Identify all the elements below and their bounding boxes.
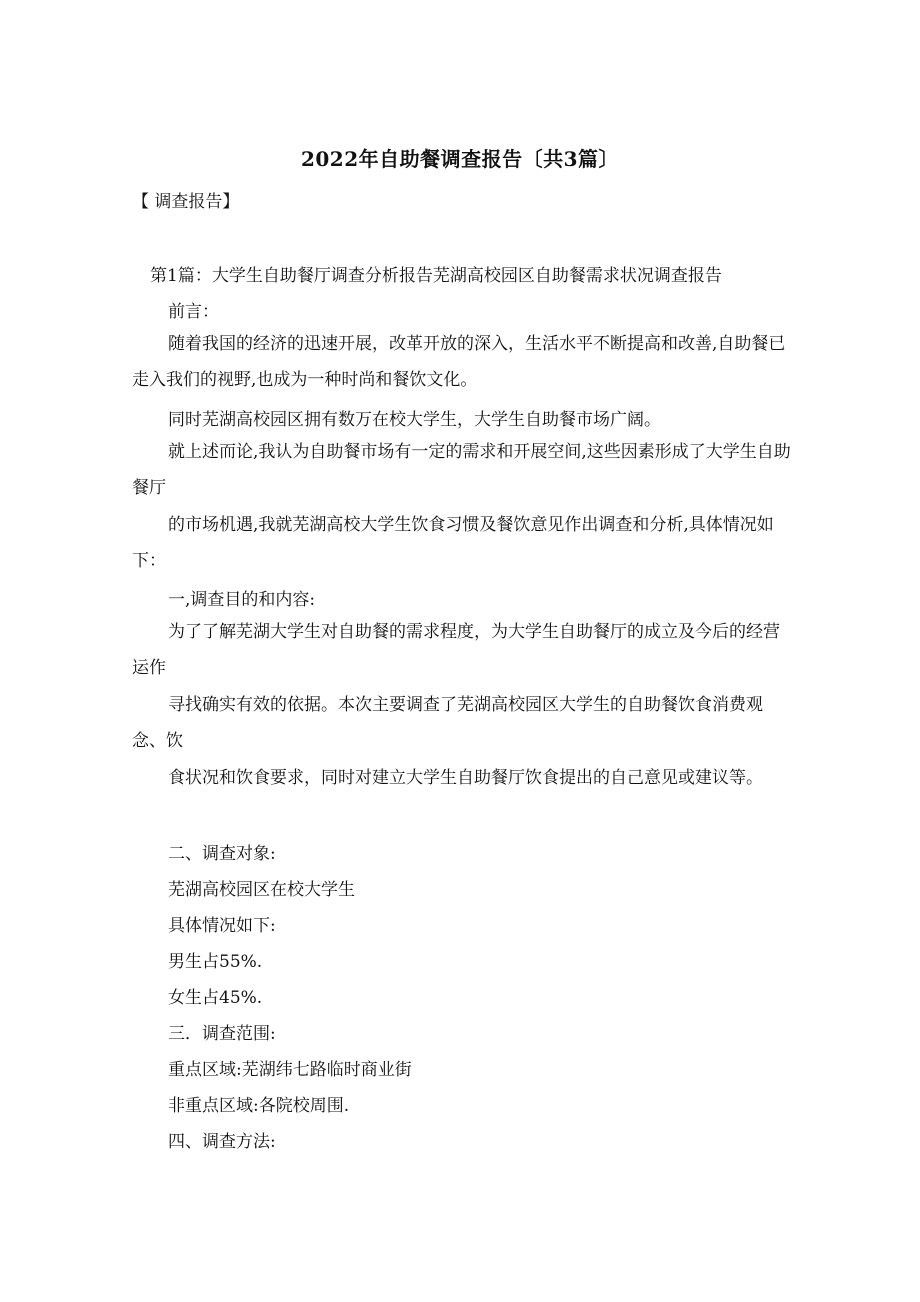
section-heading: 四、调查方法: <box>168 1132 276 1152</box>
paragraph: 女生占45%. <box>168 988 263 1008</box>
paragraph: 同时芜湖高校园区拥有数万在校大学生，大学生自助餐市场广阔。 <box>168 410 661 430</box>
preface-label: 前言： <box>168 302 219 322</box>
paragraph: 男生占55%. <box>168 952 263 972</box>
paragraph: 具体情况如下: <box>168 916 276 936</box>
paragraph: 的市场机遇,我就芜湖高校大学生饮食习惯及餐饮意见作出调查和分析,具体情况如下： <box>132 515 774 571</box>
paragraph: 为了了解芜湖大学生对自助餐的需求程度，为大学生自助餐厅的成立及今后的经营运作 <box>132 622 780 678</box>
document-title: 2022年自助餐调查报告〔共3篇〕 <box>300 147 620 171</box>
paragraph: 芜湖高校园区在校大学生 <box>168 880 355 900</box>
category-tag: 【 调查报告】 <box>132 192 240 212</box>
paragraph: 食状况和饮食要求，同时对建立大学生自助餐厅饮食提出的自己意见或建议等。 <box>168 768 763 788</box>
paragraph: 寻找确实有效的依据。本次主要调查了芜湖高校园区大学生的自助餐饮食消费观念、饮 <box>132 695 763 751</box>
paragraph: 重点区域:芜湖纬七路临时商业街 <box>168 1060 412 1080</box>
section-heading: 三．调查范围: <box>168 1024 276 1044</box>
section-heading: 一,调查目的和内容: <box>168 590 316 610</box>
paragraph: 随着我国的经济的迅速开展，改革开放的深入，生活水平不断提高和改善,自助餐已走入我们的视野,也成为一种时尚和餐饮文化。 <box>132 334 786 390</box>
section-heading: 二、调查对象: <box>168 844 276 864</box>
paragraph: 就上述而论,我认为自助餐市场有一定的需求和开展空间,这些因素形成了大学生自助餐厅 <box>132 442 791 498</box>
paragraph: 非重点区域:各院校周围. <box>168 1096 350 1116</box>
chapter-heading: 第1篇：大学生自助餐厅调查分析报告芜湖高校园区自助餐需求状况调查报告 <box>150 266 722 286</box>
